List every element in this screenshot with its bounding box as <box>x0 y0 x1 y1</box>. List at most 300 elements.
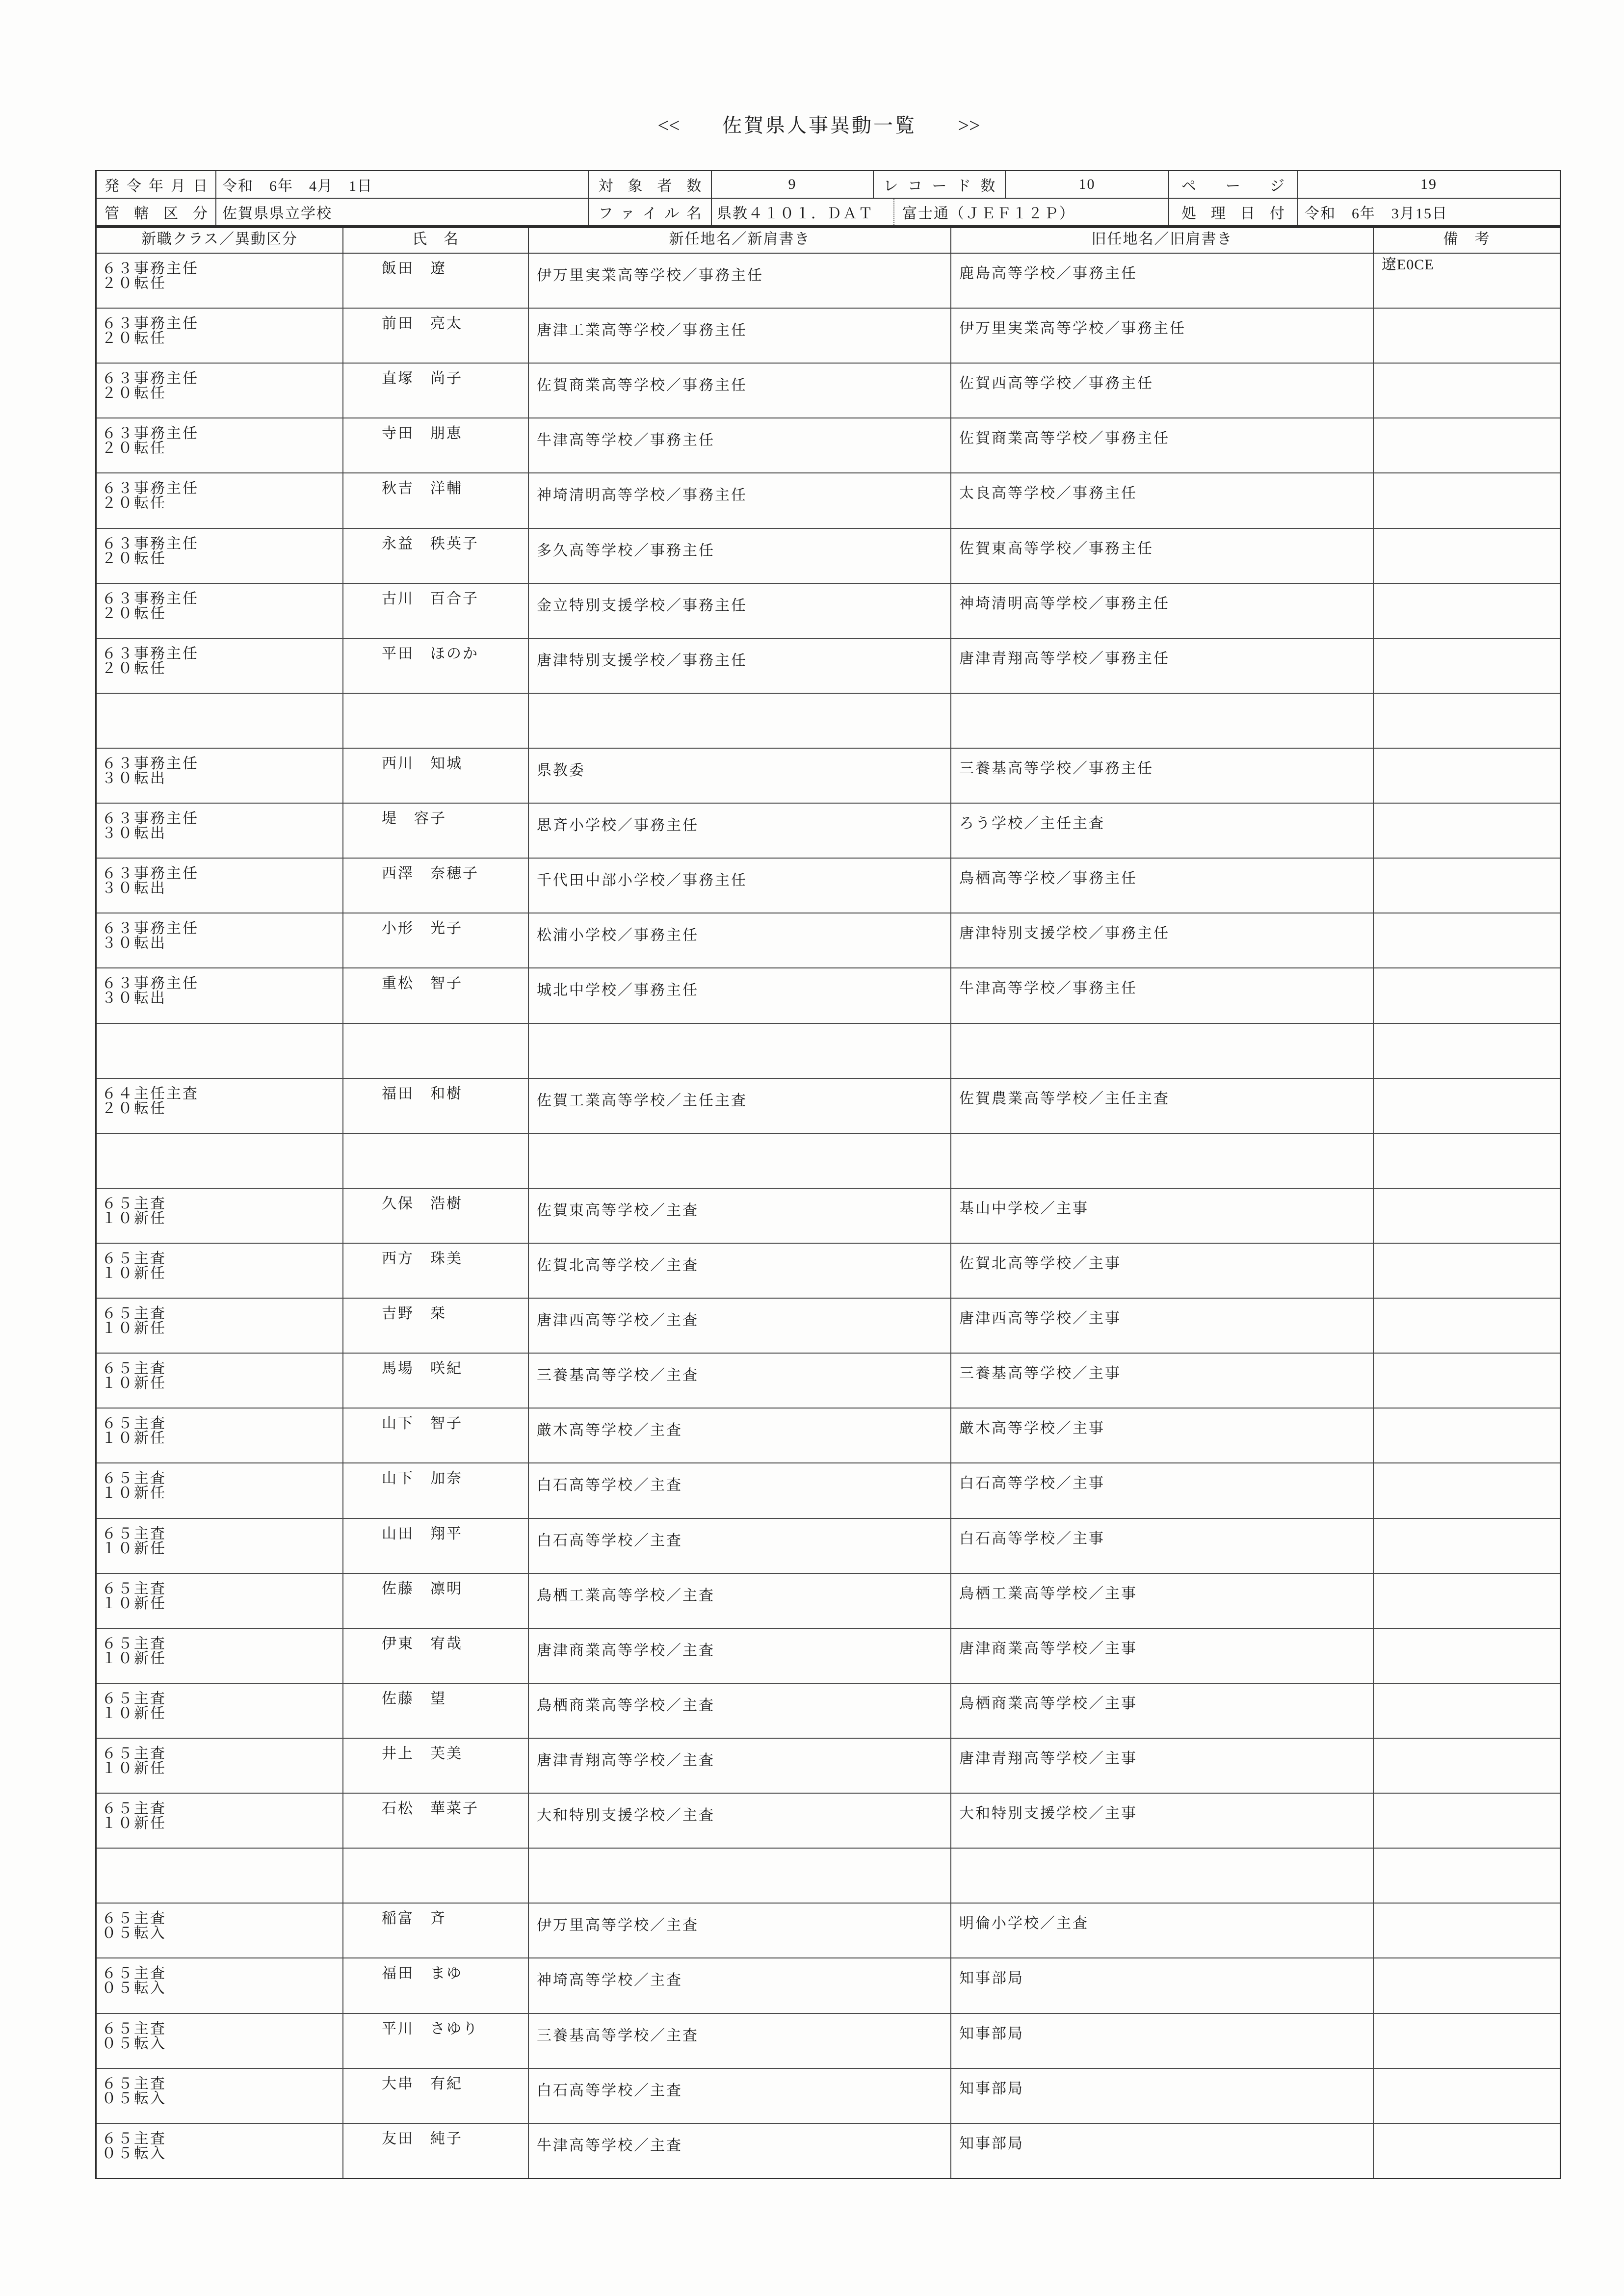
name-cell <box>343 913 529 967</box>
name-cell <box>343 1463 529 1517</box>
target-count-label: 対 象 者 数 <box>598 178 702 194</box>
job-class-cell <box>97 968 343 1022</box>
table-row <box>97 1629 1560 1684</box>
job-class-cell <box>97 1849 343 1903</box>
processed-date: 令和 6年 3月15日 <box>1305 206 1448 222</box>
file-name-label-cell <box>589 199 712 225</box>
old-post-cell <box>951 584 1374 638</box>
column-header-new-post: 新任地名／新肩書き <box>529 228 951 253</box>
table-row <box>97 694 1560 749</box>
name-cell <box>343 2069 529 2123</box>
table-row <box>97 1794 1560 1849</box>
transfer-type: ３０転出 <box>102 990 166 1007</box>
old-post-cell <box>951 749 1374 803</box>
old-post: 佐賀農業高等学校／主任主査 <box>959 1090 1170 1107</box>
note-cell <box>1374 1024 1560 1078</box>
note-cell <box>1374 859 1560 913</box>
note-cell <box>1374 1629 1560 1683</box>
file-name-cell <box>712 199 894 225</box>
old-post: 明倫小学校／主査 <box>959 1915 1089 1932</box>
new-post-cell <box>529 2124 951 2178</box>
person-name: 平川 さゆり <box>382 2020 479 2037</box>
old-post: 牛津高等学校／事務主任 <box>959 980 1137 997</box>
transfer-type: ３０転出 <box>102 880 166 897</box>
jurisdiction-cell <box>216 199 589 225</box>
job-class: ６５主査 <box>102 1525 166 1542</box>
job-class-cell <box>97 1574 343 1628</box>
personnel-transfer-table <box>95 227 1561 2179</box>
person-name: 佐藤 凛明 <box>382 1580 463 1597</box>
job-class-cell <box>97 1794 343 1848</box>
column-header-name: 氏 名 <box>343 228 529 253</box>
old-post: 唐津西高等学校／主事 <box>959 1310 1121 1327</box>
job-class-cell <box>97 1904 343 1957</box>
new-post: 唐津商業高等学校／主査 <box>537 1642 715 1659</box>
job-class: ６５主査 <box>102 1910 166 1927</box>
table-row <box>97 2014 1560 2069</box>
note-cell <box>1374 694 1560 748</box>
old-post: 大和特別支援学校／主事 <box>959 1805 1137 1822</box>
transfer-type: ３０転出 <box>102 935 166 952</box>
name-cell <box>343 584 529 638</box>
name-cell <box>343 859 529 913</box>
new-post: 鳥栖商業高等学校／主査 <box>537 1697 715 1714</box>
record-count-label: レコード数 <box>883 178 995 194</box>
name-cell <box>343 749 529 803</box>
old-post-cell <box>951 2014 1374 2068</box>
new-post: 牛津高等学校／主査 <box>537 2137 682 2154</box>
page-label-cell <box>1169 171 1298 198</box>
new-post-cell <box>529 1409 951 1462</box>
old-post: 伊万里実業高等学校／事務主任 <box>959 320 1186 337</box>
job-class: ６３事務主任 <box>102 315 199 332</box>
person-name: 佐藤 望 <box>382 1690 446 1707</box>
note-cell <box>1374 529 1560 583</box>
old-post-cell <box>951 364 1374 417</box>
name-cell <box>343 364 529 417</box>
new-post-cell <box>529 584 951 638</box>
new-post: 佐賀商業高等学校／事務主任 <box>537 377 747 394</box>
job-class: ６５主査 <box>102 1580 166 1597</box>
person-name: 馬場 咲紀 <box>382 1360 463 1377</box>
old-post-cell <box>951 1244 1374 1298</box>
job-class: ６５主査 <box>102 1360 166 1377</box>
transfer-type: ２０転任 <box>102 550 166 567</box>
table-row <box>97 1079 1560 1134</box>
new-post-cell <box>529 1739 951 1793</box>
name-cell <box>343 2124 529 2178</box>
name-cell <box>343 1244 529 1298</box>
old-post: 厳木高等学校／主事 <box>959 1420 1105 1437</box>
job-class-cell <box>97 584 343 638</box>
jurisdiction-label-cell <box>97 199 216 225</box>
new-post: 大和特別支援学校／主査 <box>537 1807 715 1824</box>
old-post: 佐賀東高等学校／事務主任 <box>959 540 1153 557</box>
old-post: 太良高等学校／事務主任 <box>959 485 1137 502</box>
job-class-cell <box>97 1189 343 1243</box>
person-name: 久保 浩樹 <box>382 1195 463 1212</box>
table-row <box>97 968 1560 1023</box>
issue-date-cell <box>216 171 589 198</box>
old-post: 唐津青翔高等学校／事務主任 <box>959 650 1170 667</box>
old-post: 知事部局 <box>959 1970 1024 1987</box>
transfer-type: １０新任 <box>102 1430 166 1447</box>
table-row <box>97 364 1560 418</box>
old-post: 佐賀西高等学校／事務主任 <box>959 375 1153 392</box>
new-post: 三養基高等学校／主査 <box>537 1367 699 1384</box>
page-number-cell <box>1298 171 1560 198</box>
transfer-type: １０新任 <box>102 1265 166 1281</box>
note-cell <box>1374 2014 1560 2068</box>
job-class: ６５主査 <box>102 1195 166 1212</box>
page-number: 19 <box>1420 176 1437 192</box>
name-cell <box>343 418 529 472</box>
transfer-type: １０新任 <box>102 1540 166 1557</box>
note-cell <box>1374 1244 1560 1298</box>
person-name: 飯田 遼 <box>382 261 446 277</box>
new-post: 伊万里高等学校／主査 <box>537 1917 699 1934</box>
new-post: 唐津西高等学校／主査 <box>537 1312 699 1329</box>
old-post: 基山中学校／主事 <box>959 1200 1089 1217</box>
column-header-note: 備 考 <box>1443 231 1491 247</box>
column-header-job-class: 新職クラス／異動区分 <box>97 228 343 253</box>
note-cell <box>1374 1189 1560 1243</box>
note-cell <box>1374 1904 1560 1957</box>
target-count: 9 <box>788 176 797 192</box>
old-post: 鳥栖工業高等学校／主事 <box>959 1585 1137 1602</box>
job-class-cell <box>97 749 343 803</box>
person-name: 吉野 栞 <box>382 1305 446 1322</box>
name-cell <box>343 1189 529 1243</box>
job-class-cell <box>97 1958 343 2012</box>
person-name: 西川 知城 <box>382 755 463 772</box>
table-row <box>97 1849 1560 1904</box>
job-class: ６４主任主査 <box>102 1085 199 1102</box>
note-cell <box>1374 913 1560 967</box>
note-cell <box>1374 584 1560 638</box>
name-cell <box>343 694 529 748</box>
table-row <box>97 2124 1560 2178</box>
new-post-cell <box>529 1629 951 1683</box>
new-post: 神埼清明高等学校／事務主任 <box>537 487 747 504</box>
old-post: 三養基高等学校／主事 <box>959 1365 1121 1382</box>
old-post: 知事部局 <box>959 2080 1024 2097</box>
job-class: ６３事務主任 <box>102 590 199 607</box>
document-title: 佐賀県人事異動一覧 <box>722 114 917 136</box>
name-cell <box>343 2014 529 2068</box>
new-post: 白石高等学校／主査 <box>537 1532 682 1549</box>
jurisdiction-label: 管 轄 区 分 <box>105 206 208 222</box>
job-class: ６５主査 <box>102 1800 166 1817</box>
note-cell <box>1374 1684 1560 1738</box>
old-post-cell <box>951 1629 1374 1683</box>
new-post-cell <box>529 529 951 583</box>
file-name: 県教４１０１．ＤＡＴ <box>717 206 874 222</box>
new-post-cell <box>529 1024 951 1078</box>
new-post-cell <box>529 749 951 803</box>
old-post-cell <box>951 913 1374 967</box>
new-post-cell <box>529 1189 951 1243</box>
new-post-cell <box>529 913 951 967</box>
target-count-label-cell <box>589 171 712 198</box>
job-class: ６５主査 <box>102 2130 166 2147</box>
transfer-type: ２０転任 <box>102 605 166 622</box>
job-class-cell <box>97 309 343 363</box>
new-post-cell <box>529 1463 951 1517</box>
note-cell <box>1374 473 1560 527</box>
table-row <box>97 418 1560 473</box>
person-name: 大串 有紀 <box>382 2075 463 2092</box>
old-post-cell <box>951 1354 1374 1408</box>
note-cell <box>1374 2124 1560 2178</box>
old-post-cell <box>951 418 1374 472</box>
new-post-cell <box>529 1794 951 1848</box>
table-row <box>97 2069 1560 2124</box>
new-post: 牛津高等学校／事務主任 <box>537 432 715 449</box>
job-class: ６３事務主任 <box>102 645 199 662</box>
table-row <box>97 913 1560 968</box>
table-row <box>97 1684 1560 1739</box>
person-name: 山下 智子 <box>382 1415 463 1432</box>
note-cell <box>1374 309 1560 363</box>
jurisdiction: 佐賀県県立学校 <box>222 206 332 222</box>
job-class-cell <box>97 1244 343 1298</box>
job-class-cell <box>97 1519 343 1573</box>
info-row <box>97 171 1560 199</box>
old-post-cell <box>951 254 1374 308</box>
job-class: ６３事務主任 <box>102 480 199 497</box>
new-post-cell <box>529 364 951 417</box>
table-row <box>97 1354 1560 1409</box>
old-post-cell <box>951 1904 1374 1957</box>
new-post: 白石高等学校／主査 <box>537 2082 682 2099</box>
job-class: ６５主査 <box>102 1745 166 1762</box>
note-cell <box>1374 804 1560 858</box>
job-class-cell <box>97 1134 343 1188</box>
person-name: 永益 秩英子 <box>382 535 479 552</box>
old-post-cell <box>951 2124 1374 2178</box>
transfer-type: ２０転任 <box>102 330 166 347</box>
job-class: ６３事務主任 <box>102 755 199 772</box>
old-post: 佐賀北高等学校／主事 <box>959 1255 1121 1272</box>
transfer-type: １０新任 <box>102 1210 166 1226</box>
old-post: 鹿島高等学校／事務主任 <box>959 265 1137 282</box>
job-class: ６５主査 <box>102 1470 166 1487</box>
old-post: 神埼清明高等学校／事務主任 <box>959 595 1170 612</box>
job-class-cell <box>97 1684 343 1738</box>
transfer-type: １０新任 <box>102 1485 166 1502</box>
new-post: 唐津特別支援学校／事務主任 <box>537 652 747 669</box>
note-cell <box>1374 1958 1560 2012</box>
new-post-cell <box>529 1244 951 1298</box>
job-class: ６３事務主任 <box>102 920 199 937</box>
job-class-cell <box>97 804 343 858</box>
person-name: 秋吉 洋輔 <box>382 480 463 497</box>
person-name: 福田 まゆ <box>382 1965 463 1982</box>
new-post: 金立特別支援学校／事務主任 <box>537 597 747 614</box>
person-name: 石松 華菜子 <box>382 1800 479 1817</box>
person-name: 堤 容子 <box>382 810 446 827</box>
table-row <box>97 1904 1560 1958</box>
system-name-cell <box>894 199 1169 225</box>
new-post: 三養基高等学校／主査 <box>537 2027 699 2044</box>
job-class: ６５主査 <box>102 1965 166 1982</box>
table-row <box>97 1189 1560 1244</box>
note: 遼E0CE <box>1382 257 1434 273</box>
job-class: ６３事務主任 <box>102 370 199 387</box>
job-class: ６３事務主任 <box>102 865 199 882</box>
job-class-cell <box>97 254 343 308</box>
table-row <box>97 1463 1560 1518</box>
job-class-cell <box>97 1024 343 1078</box>
job-class-cell <box>97 1463 343 1517</box>
transfer-type: １０新任 <box>102 1815 166 1832</box>
transfer-type: ３０転出 <box>102 770 166 786</box>
transfer-type: １０新任 <box>102 1760 166 1776</box>
note-cell <box>1374 1409 1560 1462</box>
new-post-cell <box>529 968 951 1022</box>
title-right-mark: >> <box>958 114 980 136</box>
name-cell <box>343 1024 529 1078</box>
table-row <box>97 1299 1560 1354</box>
old-post-cell <box>951 1409 1374 1462</box>
note-cell <box>1374 1134 1560 1188</box>
transfer-type: ２０転任 <box>102 385 166 402</box>
old-post-cell <box>951 1958 1374 2012</box>
old-post-cell <box>951 473 1374 527</box>
note-cell <box>1374 1739 1560 1793</box>
job-class: ６５主査 <box>102 2075 166 2092</box>
note-cell <box>1374 1299 1560 1353</box>
job-class: ６５主査 <box>102 1635 166 1652</box>
name-cell <box>343 1134 529 1188</box>
old-post: 鳥栖商業高等学校／主事 <box>959 1695 1137 1712</box>
old-post: 知事部局 <box>959 2025 1024 2042</box>
note-cell <box>1374 749 1560 803</box>
new-post-cell <box>529 804 951 858</box>
transfer-type: ０５転入 <box>102 1980 166 1997</box>
new-post: 白石高等学校／主査 <box>537 1477 682 1494</box>
job-class: ６３事務主任 <box>102 975 199 992</box>
old-post-cell <box>951 2069 1374 2123</box>
new-post: 鳥栖工業高等学校／主査 <box>537 1587 715 1604</box>
job-class-cell <box>97 694 343 748</box>
new-post-cell <box>529 1849 951 1903</box>
old-post: 三養基高等学校／事務主任 <box>959 760 1153 777</box>
transfer-type: ２０転任 <box>102 1100 166 1117</box>
job-class-cell <box>97 1079 343 1133</box>
job-class-cell <box>97 364 343 417</box>
person-name: 井上 芙美 <box>382 1745 463 1762</box>
transfer-type: １０新任 <box>102 1650 166 1667</box>
old-post-cell <box>951 859 1374 913</box>
table-row <box>97 1958 1560 2013</box>
transfer-type: ２０転任 <box>102 495 166 512</box>
new-post-cell <box>529 1574 951 1628</box>
transfer-type: ３０転出 <box>102 825 166 842</box>
note-cell <box>1374 1849 1560 1903</box>
person-name: 稲富 斉 <box>382 1910 446 1927</box>
old-post-cell <box>951 309 1374 363</box>
person-name: 古川 百合子 <box>382 590 479 607</box>
table-header-row <box>97 228 1560 254</box>
new-post-cell <box>529 1684 951 1738</box>
record-count-cell <box>1006 171 1169 198</box>
person-name: 直塚 尚子 <box>382 370 463 387</box>
table-row <box>97 749 1560 804</box>
old-post: ろう学校／主任主査 <box>959 815 1105 832</box>
note-cell <box>1374 1794 1560 1848</box>
page-label: ペ ー ジ <box>1181 178 1284 194</box>
table-row <box>97 639 1560 694</box>
transfer-type: １０新任 <box>102 1705 166 1722</box>
name-cell <box>343 1849 529 1903</box>
name-cell <box>343 1574 529 1628</box>
old-post-cell <box>951 968 1374 1022</box>
old-post-cell <box>951 1189 1374 1243</box>
note-cell <box>1374 1079 1560 1133</box>
old-post-cell <box>951 529 1374 583</box>
processed-date-cell <box>1298 199 1560 225</box>
job-class-cell <box>97 2124 343 2178</box>
person-name: 友田 純子 <box>382 2130 463 2147</box>
target-count-cell <box>712 171 874 198</box>
table-row <box>97 1134 1560 1189</box>
new-post: 佐賀北高等学校／主査 <box>537 1257 699 1274</box>
new-post-cell <box>529 1904 951 1957</box>
issue-date: 令和 6年 4月 1日 <box>222 178 373 194</box>
new-post: 神埼高等学校／主査 <box>537 1972 682 1989</box>
job-class-cell <box>97 418 343 472</box>
name-cell <box>343 473 529 527</box>
job-class: ６３事務主任 <box>102 261 199 277</box>
transfer-type: ２０転任 <box>102 660 166 677</box>
name-cell <box>343 1739 529 1793</box>
new-post-cell <box>529 1958 951 2012</box>
job-class-cell <box>97 1409 343 1462</box>
new-post-cell <box>529 2014 951 2068</box>
person-name: 福田 和樹 <box>382 1085 463 1102</box>
table-row <box>97 584 1560 639</box>
new-post-cell <box>529 309 951 363</box>
note-cell <box>1374 418 1560 472</box>
table-row <box>97 804 1560 859</box>
new-post: 佐賀工業高等学校／主任主査 <box>537 1092 747 1109</box>
person-name: 重松 智子 <box>382 975 463 992</box>
new-post-cell <box>529 1354 951 1408</box>
table-row <box>97 1024 1560 1079</box>
job-class: ６３事務主任 <box>102 810 199 827</box>
system-name: 富士通（ＪＥＦ１２Ｐ） <box>902 206 1075 222</box>
new-post-cell <box>529 2069 951 2123</box>
job-class-cell <box>97 639 343 693</box>
job-class-cell <box>97 1354 343 1408</box>
table-row <box>97 254 1560 309</box>
file-name-label: ファイル名 <box>598 206 702 222</box>
old-post: 白石高等学校／主事 <box>959 1475 1105 1492</box>
new-post: 唐津工業高等学校／事務主任 <box>537 322 747 339</box>
new-post: 思斉小学校／事務主任 <box>537 817 699 834</box>
person-name: 山田 翔平 <box>382 1525 463 1542</box>
old-post-cell <box>951 1079 1374 1133</box>
job-class-cell <box>97 2069 343 2123</box>
old-post: 知事部局 <box>959 2135 1024 2152</box>
old-post: 鳥栖高等学校／事務主任 <box>959 870 1137 887</box>
name-cell <box>343 1684 529 1738</box>
job-class-cell <box>97 1629 343 1683</box>
transfer-type: ０５転入 <box>102 2145 166 2162</box>
note-cell <box>1374 639 1560 693</box>
